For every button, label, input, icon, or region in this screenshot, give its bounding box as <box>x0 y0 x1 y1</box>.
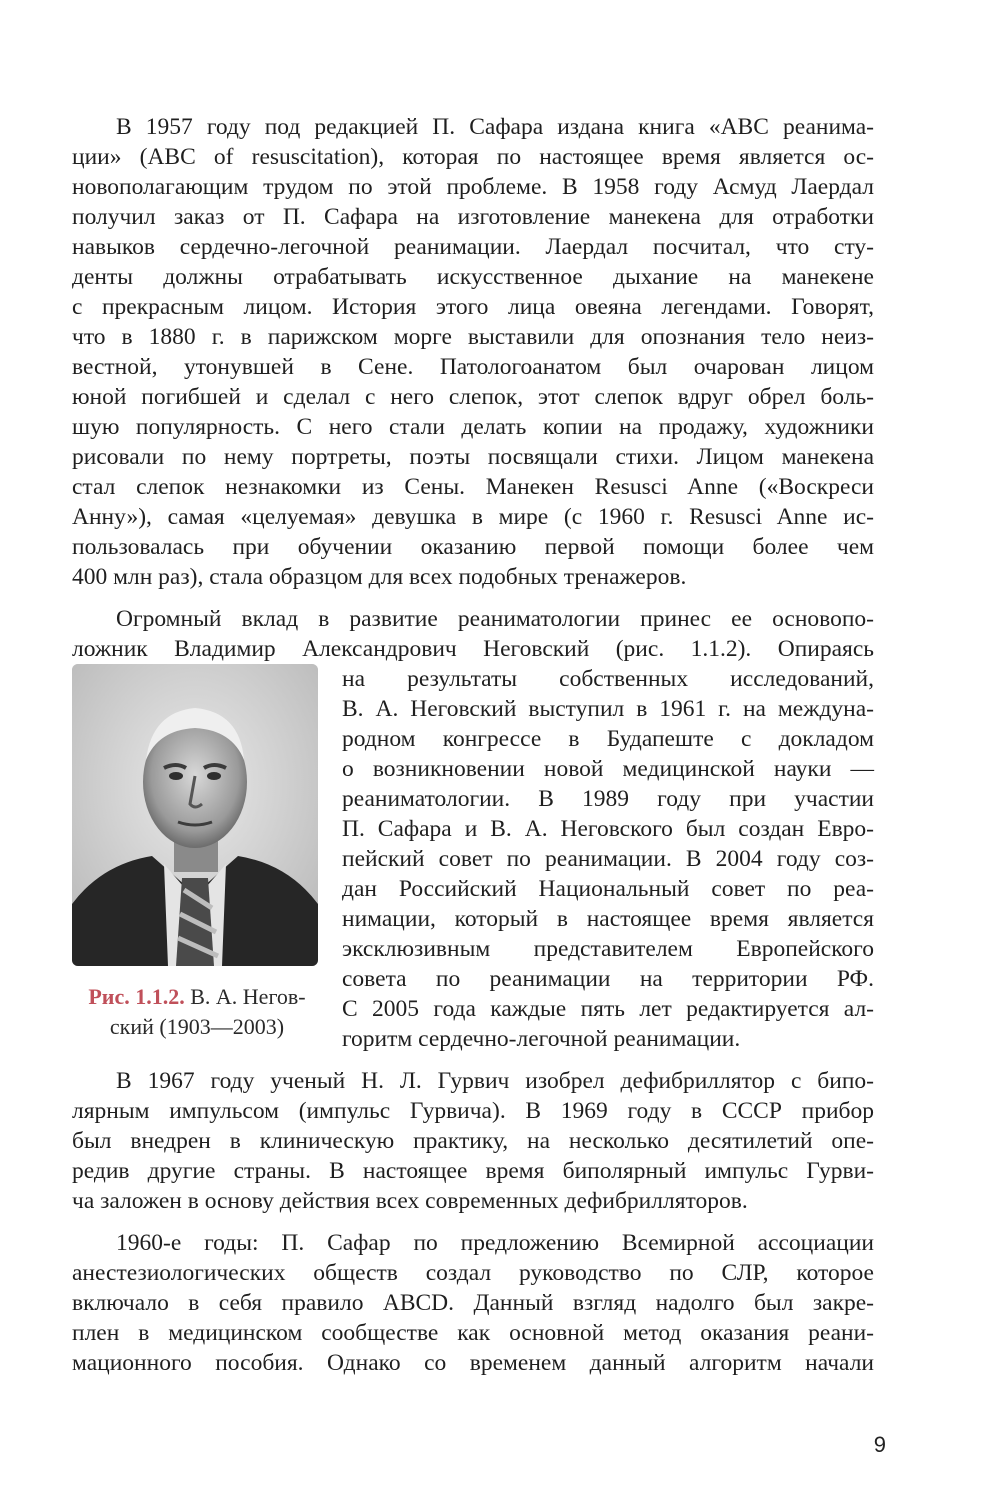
text-line: нимации, который в настоящее время является <box>342 906 874 932</box>
text-line: П. Сафара и В. А. Неговского был создан Евро- <box>342 816 874 842</box>
text-line: Огромный вклад в развитие реаниматологии принес ее основопо- <box>116 606 874 632</box>
text-line: юной погибшей и сделал с него слепок, этот слепок вдруг обрел боль- <box>72 384 874 410</box>
text-line: В 1957 году под редакцией П. Сафара издана книга «АВС реанима- <box>116 114 874 140</box>
portrait-photo <box>72 664 318 966</box>
figure-caption <box>72 982 322 1042</box>
text-line: денты должны отрабатывать искусственное дыхание на манекене <box>72 264 874 290</box>
text-line: вестной, утонувшей в Сене. Патологоанатом был очарован лицом <box>72 354 874 380</box>
text-line: включало в себя правило ABCD. Данный взгляд надолго был закре- <box>72 1290 874 1316</box>
text-line: С 2005 года каждые пять лет редактируется ал- <box>342 996 874 1022</box>
text-line: получил заказ от П. Сафара на изготовление манекена для отработки <box>72 204 874 230</box>
text-line: В. А. Неговский выступил в 1961 г. на междуна- <box>342 696 874 722</box>
text-line: рисовали по нему портреты, поэты посвящали стихи. Лицом манекена <box>72 444 874 470</box>
caption-text: В. А. Негов- <box>190 984 306 1009</box>
text-line: родном конгрессе в Будапеште с докладом <box>342 726 874 752</box>
text-line: В 1967 году ученый Н. Л. Гурвич изобрел дефибриллятор с бипо- <box>116 1068 874 1094</box>
text-line: навыков сердечно-легочной реанимации. Лаердал посчитал, что сту- <box>72 234 874 260</box>
text-line: был внедрен в клиническую практику, на несколько десятилетий опе- <box>72 1128 874 1154</box>
text-line: эксклюзивным представителем Европейского <box>342 936 874 962</box>
text-line: плен в медицинском сообществе как основной метод оказания реани- <box>72 1320 874 1346</box>
text-line: ча заложен в основу действия всех современных дефибрилляторов. <box>72 1188 748 1214</box>
text-line: дан Российский Национальный совет по реа- <box>342 876 874 902</box>
text-line: новополагающим трудом по этой проблеме. В 1958 году Асмуд Лаердал <box>72 174 874 200</box>
text-line: пользовалась при обучении оказанию первой помощи более чем <box>72 534 874 560</box>
text-line: мационного пособия. Однако со временем данный алгоритм начали <box>72 1350 874 1376</box>
text-line: горитм сердечно-легочной реанимации. <box>342 1026 741 1052</box>
text-line: стал слепок незнакомки из Сены. Манекен Resusci Anne («Воскреси <box>72 474 874 500</box>
text-line: Анну»), самая «целуемая» девушка в мире (с 1960 г. Resusci Anne ис- <box>72 504 874 530</box>
text-line: с прекрасным лицом. История этого лица овеяна легендами. Говорят, <box>72 294 874 320</box>
text-line: 400 млн раз), стала образцом для всех подобных тренажеров. <box>72 564 687 590</box>
text-line: лярным импульсом (импульс Гурвича). В 1969 году в СССР прибор <box>72 1098 874 1124</box>
caption-dates: ский (1903—2003) <box>109 1014 285 1039</box>
text-line: совета по реанимации на территории РФ. <box>342 966 874 992</box>
text-line: 1960-е годы: П. Сафар по предложению Всемирной ассоциации <box>116 1230 874 1256</box>
text-line: пейский совет по реанимации. В 2004 году соз- <box>342 846 874 872</box>
text-line: о возникновении новой медицинской науки — <box>342 756 874 782</box>
text-line: реаниматологии. В 1989 году при участии <box>342 786 874 812</box>
text-line: ложник Владимир Александрович Неговский (рис. 1.1.2). Опираясь <box>72 636 874 662</box>
text-line: ции» (ABC of resuscitation), которая по настоящее время является ос- <box>72 144 874 170</box>
page-number: 9 <box>873 1432 886 1457</box>
text-line: редив другие страны. В настоящее время биполярный импульс Гурви- <box>72 1158 874 1184</box>
text-line: анестезиологических обществ создал руководство по СЛР, которое <box>72 1260 874 1286</box>
caption-label: Рис. 1.1.2. <box>88 984 185 1009</box>
text-line: шую популярность. С него стали делать копии на продажу, художники <box>72 414 874 440</box>
text-line: на результаты собственных исследований, <box>342 666 874 692</box>
text-line: что в 1880 г. в парижском морге выставили для опознания тело неиз- <box>72 324 874 350</box>
